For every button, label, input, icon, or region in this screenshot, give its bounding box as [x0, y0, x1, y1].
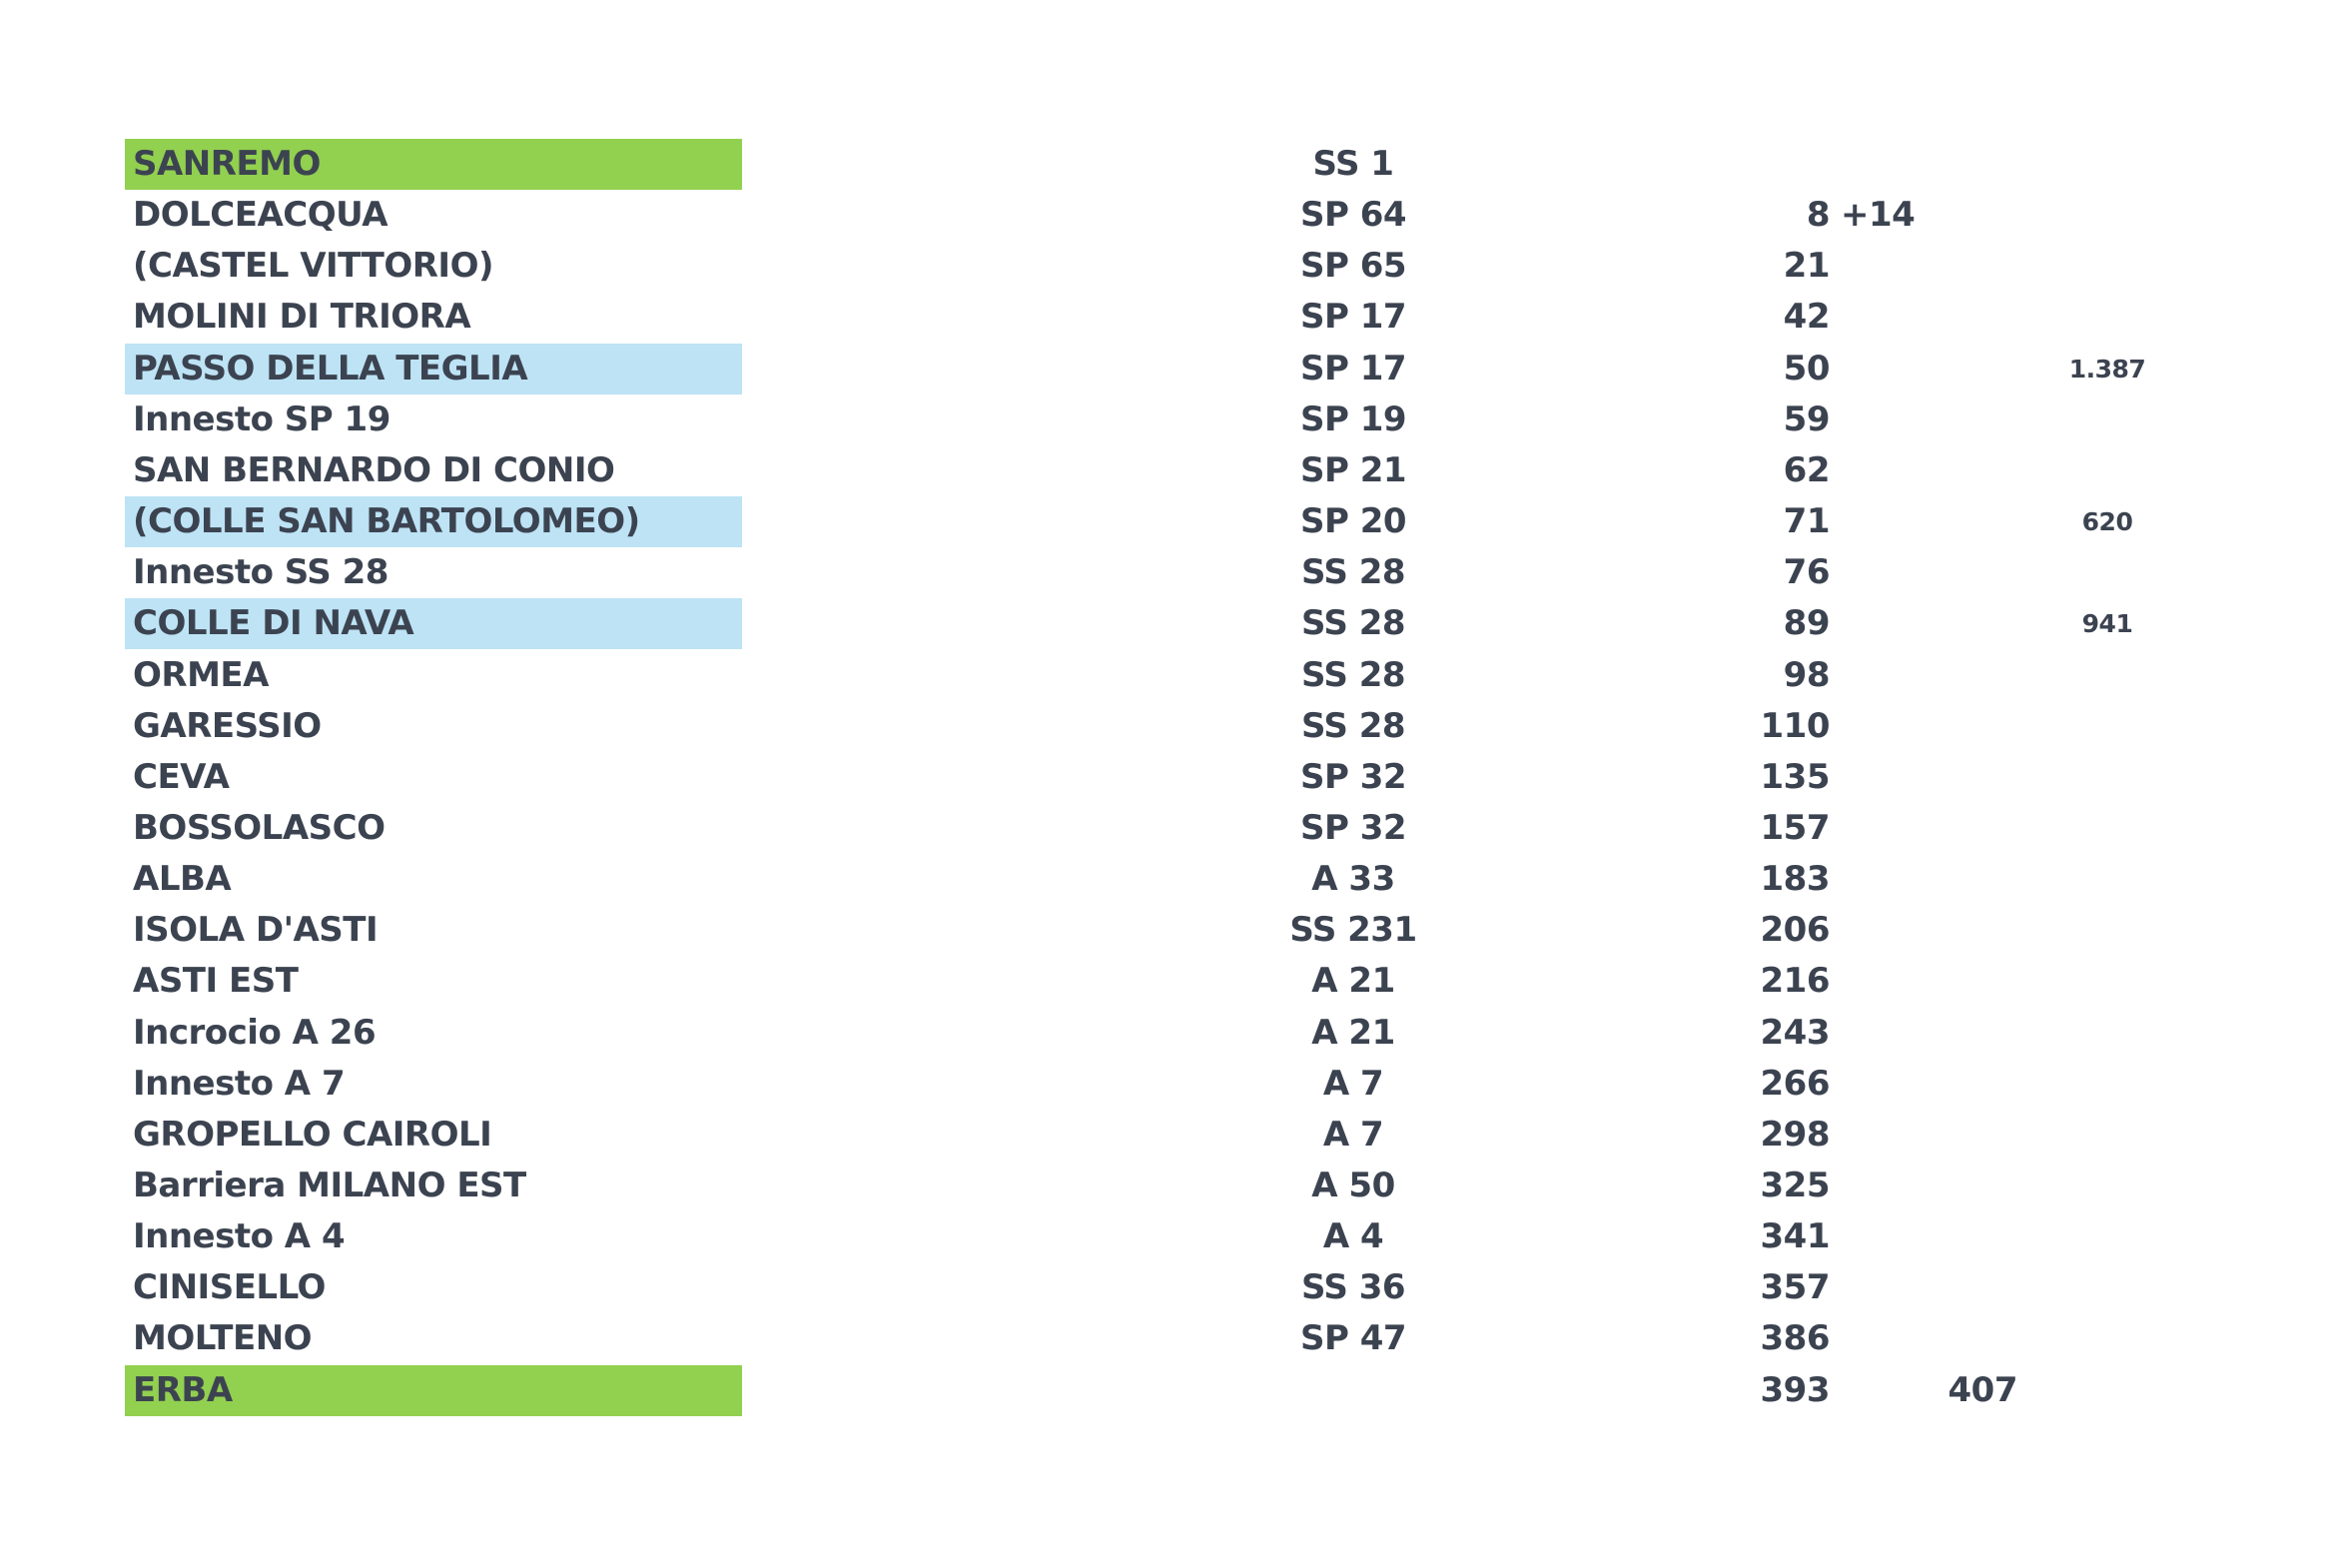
total-km: [1938, 139, 2017, 190]
place-name: Innesto A 4: [133, 1216, 346, 1257]
cumulative-km: 42: [1783, 297, 1830, 338]
place-name: GARESSIO: [133, 705, 322, 746]
road-code: SP 65: [1299, 246, 1407, 287]
place-name: GROPELLO CAIROLI: [133, 1114, 492, 1155]
table-row: [0, 1110, 2328, 1161]
road-code: SP 32: [1299, 807, 1407, 848]
total-km: [1938, 956, 2017, 1007]
road-code: SP 17: [1299, 348, 1407, 389]
table-row: [0, 1059, 2328, 1110]
total-km: [1938, 292, 2017, 343]
table-row: [0, 803, 2328, 854]
altitude: [2057, 445, 2157, 496]
road-code: SP 20: [1299, 501, 1407, 542]
total-km: 407: [1947, 1369, 2017, 1410]
cumulative-km: 59: [1783, 398, 1830, 439]
total-km: [1938, 445, 2017, 496]
cumulative-km: 216: [1760, 961, 1830, 1002]
cumulative-km: 357: [1760, 1267, 1830, 1308]
altitude: [2057, 292, 2157, 343]
place-name: Innesto A 7: [133, 1063, 346, 1104]
total-km: [1938, 344, 2017, 394]
cumulative-km: 298: [1760, 1114, 1830, 1155]
table-row: [0, 650, 2328, 701]
table-row: [0, 1262, 2328, 1313]
road-code: A 7: [1322, 1114, 1384, 1155]
table-row: [0, 701, 2328, 752]
place-name: BOSSOLASCO: [133, 807, 386, 848]
table-row: [0, 496, 2328, 547]
road-code: A 50: [1311, 1166, 1395, 1205]
total-km: [1938, 650, 2017, 701]
cumulative-km: 341: [1760, 1216, 1830, 1257]
place-name: (CASTEL VITTORIO): [133, 246, 494, 287]
table-row: [0, 1211, 2328, 1262]
altitude: [2057, 956, 2157, 1007]
road-code: A 7: [1322, 1063, 1384, 1104]
total-km: [1938, 701, 2017, 752]
altitude: [2057, 1262, 2157, 1313]
altitude: [2057, 1313, 2157, 1364]
cumulative-km: 76: [1783, 552, 1830, 593]
altitude: 941: [2081, 609, 2133, 639]
altitude: [2057, 854, 2157, 905]
cumulative-km: 8: [1806, 195, 1830, 236]
place-name: COLLE DI NAVA: [133, 603, 414, 644]
table-row: [0, 139, 2328, 190]
total-km: [1938, 752, 2017, 803]
table-row: [0, 598, 2328, 649]
road-code: A 21: [1311, 961, 1395, 1002]
road-code: SP 47: [1299, 1318, 1407, 1359]
road-code: SS 36: [1300, 1267, 1406, 1308]
total-km: [1938, 1059, 2017, 1110]
road-code: SS 28: [1300, 705, 1406, 746]
table-row: [0, 1161, 2328, 1211]
table-row: [0, 752, 2328, 803]
place-name: Innesto SS 28: [133, 552, 388, 593]
altitude: [2057, 1110, 2157, 1161]
total-km: [1938, 1161, 2017, 1211]
place-name: ALBA: [133, 859, 232, 900]
altitude: [2057, 547, 2157, 598]
table-row: [0, 445, 2328, 496]
table-row: [0, 190, 2328, 241]
total-km: [1938, 496, 2017, 547]
table-row: [0, 292, 2328, 343]
table-row: [0, 394, 2328, 445]
table-row: [0, 1008, 2328, 1059]
cumulative-km: 157: [1760, 807, 1830, 848]
altitude: [2057, 1161, 2157, 1211]
place-name: ERBA: [133, 1369, 233, 1410]
road-code: SS 28: [1300, 654, 1406, 695]
total-km: [1938, 190, 2017, 241]
place-name: SAN BERNARDO DI CONIO: [133, 449, 615, 490]
road-code: A 21: [1311, 1012, 1395, 1053]
altitude: [2057, 241, 2157, 292]
altitude: [2057, 1211, 2157, 1262]
cumulative-km: 243: [1760, 1012, 1830, 1053]
road-code: A 33: [1311, 859, 1395, 900]
place-name: ORMEA: [133, 654, 269, 695]
place-name: CEVA: [133, 756, 230, 797]
altitude: [2057, 394, 2157, 445]
cumulative-km: 135: [1760, 756, 1830, 797]
table-row: [0, 1365, 2328, 1416]
table-row: [0, 344, 2328, 394]
cumulative-km: 62: [1783, 449, 1830, 490]
cumulative-km: 98: [1783, 654, 1830, 695]
altitude: [2057, 752, 2157, 803]
road-code: SP 19: [1299, 398, 1407, 439]
total-km: [1938, 854, 2017, 905]
total-km: [1938, 241, 2017, 292]
total-km: [1938, 803, 2017, 854]
altitude: [2057, 701, 2157, 752]
total-km: [1938, 1262, 2017, 1313]
road-code: SS 28: [1300, 552, 1406, 593]
cumulative-km: 183: [1760, 859, 1830, 900]
table-row: [0, 956, 2328, 1007]
place-name: Barriera MILANO EST: [133, 1166, 526, 1205]
place-name: ASTI EST: [133, 961, 299, 1002]
place-name: MOLTENO: [133, 1318, 313, 1359]
table-row: [0, 241, 2328, 292]
altitude: [2057, 650, 2157, 701]
cumulative-km: [1698, 139, 1830, 190]
cumulative-km: 89: [1783, 603, 1830, 644]
total-km: [1938, 547, 2017, 598]
km-extra: +14: [1841, 195, 1916, 236]
altitude: 1.387: [2068, 354, 2146, 384]
cumulative-km: 386: [1760, 1318, 1830, 1359]
road-code: SP 64: [1299, 195, 1407, 236]
place-name: DOLCEACQUA: [133, 195, 388, 236]
total-km: [1938, 1110, 2017, 1161]
road-code: A 4: [1322, 1216, 1384, 1257]
place-name: Innesto SP 19: [133, 398, 390, 439]
altitude: [2057, 1365, 2157, 1416]
road-code: SS 231: [1289, 910, 1417, 951]
place-name: CINISELLO: [133, 1267, 326, 1308]
place-name: SANREMO: [133, 144, 321, 184]
cumulative-km: 266: [1760, 1063, 1830, 1104]
table-row: [0, 1313, 2328, 1364]
road-code: SP 21: [1299, 449, 1407, 490]
cumulative-km: 50: [1783, 348, 1830, 389]
altitude: [2057, 1008, 2157, 1059]
total-km: [1938, 394, 2017, 445]
place-name: MOLINI DI TRIORA: [133, 297, 471, 338]
total-km: [1938, 1211, 2017, 1262]
altitude: 620: [2081, 507, 2133, 537]
road-code: SP 17: [1299, 297, 1407, 338]
total-km: [1938, 1008, 2017, 1059]
table-row: [0, 547, 2328, 598]
cumulative-km: 206: [1760, 910, 1830, 951]
table-row: [0, 854, 2328, 905]
place-name: (COLLE SAN BARTOLOMEO): [133, 501, 640, 542]
road-code: [1228, 1365, 1478, 1416]
road-code: SS 28: [1300, 603, 1406, 644]
cumulative-km: 393: [1760, 1369, 1830, 1410]
cumulative-km: 71: [1783, 501, 1830, 542]
total-km: [1938, 598, 2017, 649]
altitude: [2057, 803, 2157, 854]
total-km: [1938, 1313, 2017, 1364]
altitude: [2057, 190, 2157, 241]
place-name: PASSO DELLA TEGLIA: [133, 348, 528, 389]
altitude: [2057, 139, 2157, 190]
table-row: [0, 905, 2328, 956]
road-code: SS 1: [1312, 144, 1394, 184]
road-code: SP 32: [1299, 756, 1407, 797]
cumulative-km: 21: [1783, 246, 1830, 287]
place-name: Incrocio A 26: [133, 1012, 377, 1053]
place-name: ISOLA D'ASTI: [133, 910, 379, 951]
total-km: [1938, 905, 2017, 956]
altitude: [2057, 905, 2157, 956]
cumulative-km: 110: [1760, 705, 1830, 746]
cumulative-km: 325: [1760, 1166, 1830, 1205]
altitude: [2057, 1059, 2157, 1110]
